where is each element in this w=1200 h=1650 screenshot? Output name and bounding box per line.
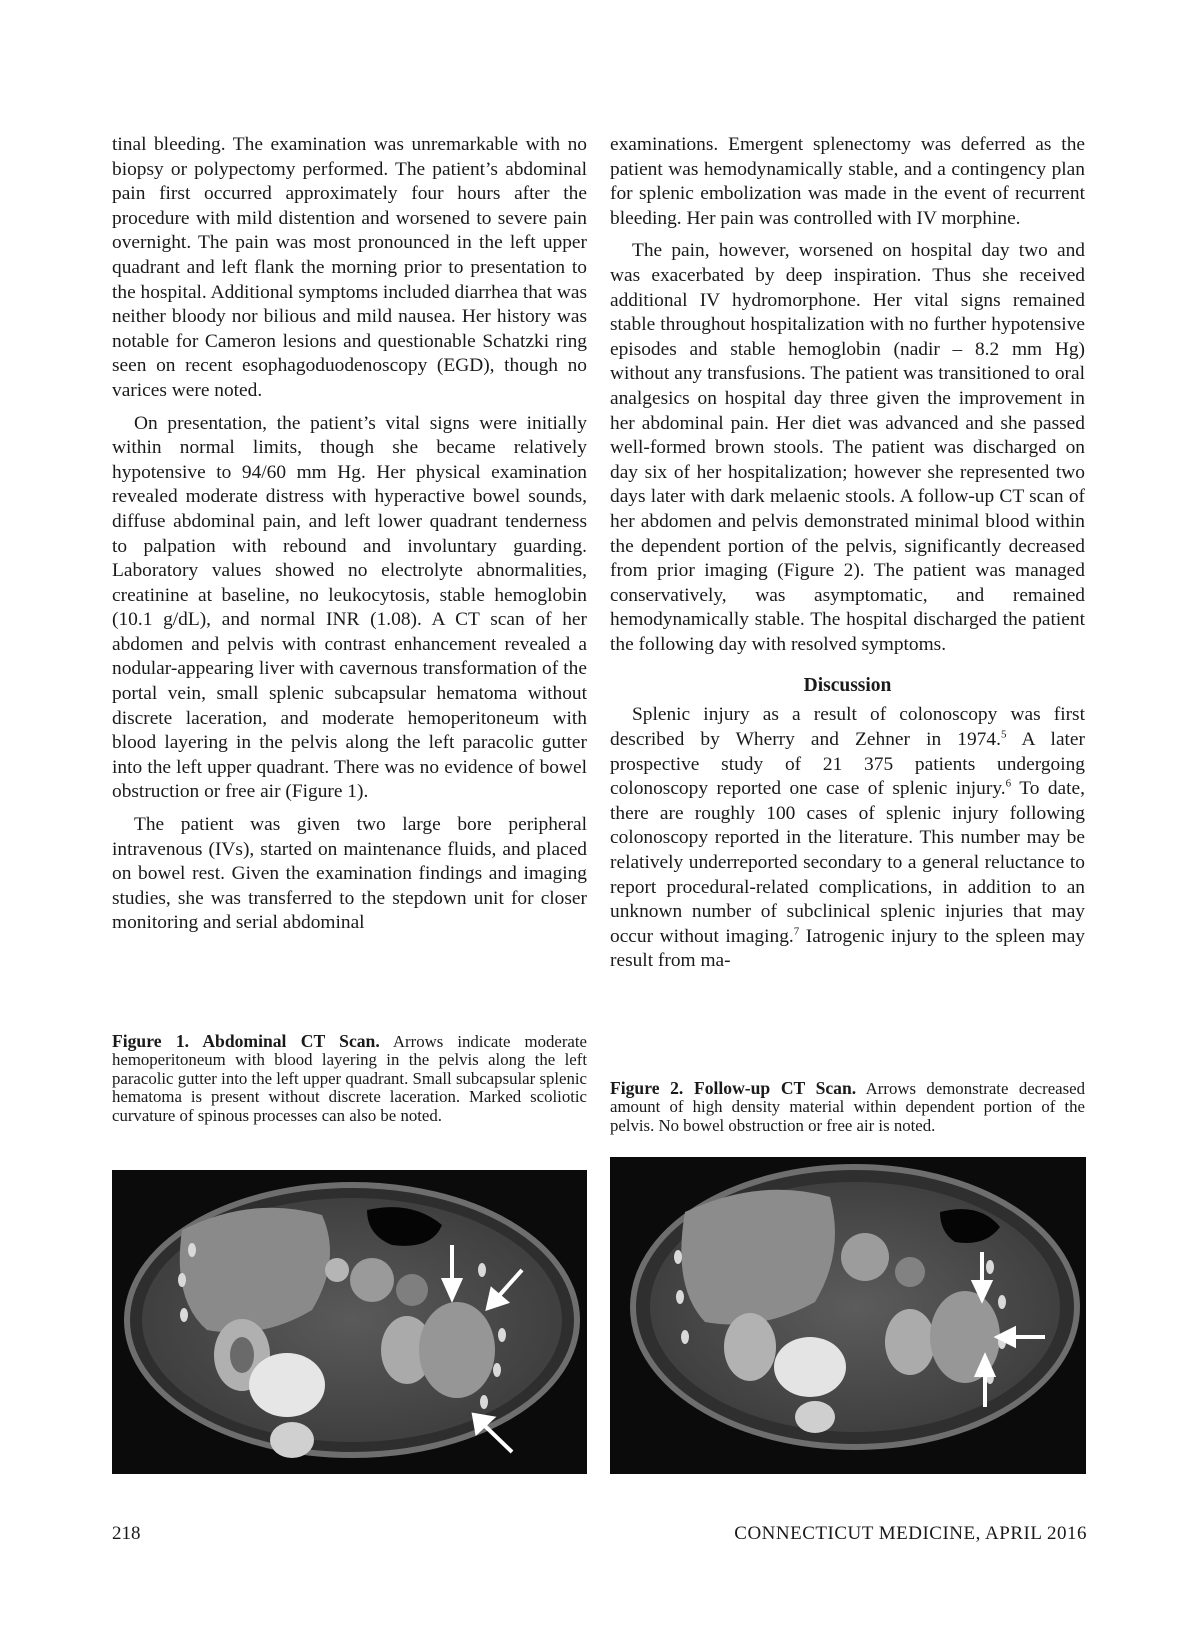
right-paragraph-1: examinations. Emergent splenectomy was deferred as the patient was hemodynamically stable, and a contingency plan for splenic embolization was made in the event of recurrent bleeding. Her pain was controlled with IV morphine. [610, 134, 1085, 229]
page-number: 218 [112, 1523, 141, 1544]
citation-6: 6 [1005, 777, 1012, 790]
right-column [610, 133, 1085, 974]
figure-1-caption: Figure 1. Abdominal CT Scan. Arrows indicate moderate hemoperitoneum with blood layering in the pelvis along the left paracolic gutter into the left upper quadrant. Small subcapsular splenic hematoma is present without discrete laceration. Marked scoliotic curvature of spinous processes can also be noted. [112, 1031, 587, 1125]
figure-2-label: Figure 2. Follow-up CT Scan. [610, 1078, 857, 1098]
journal-footer: CONNECTICUT MEDICINE, APRIL 2016 [734, 1523, 1087, 1544]
figure-1-ct-image [112, 1170, 587, 1474]
right-paragraph-2: The pain, however, worsened on hospital day two and was exacerbated by deep inspiration. Thus she received additional IV hydromorphone. Her vital signs remained stable throughout hospitalization with no further hypotensive episodes and stable hemoglobin (nadir – 8.2 mm Hg) without any transfusions. The patient was transitioned to oral analgesics on hospital day three given the improvement in her abdominal pain. Her diet was advanced and she passed well-formed brown stools. The patient was discharged on day six of her hospitalization; however she represented two days later with dark melaenic stools. A follow-up CT scan of her abdomen and pelvis demonstrated minimal blood within the dependent portion of the pelvis, significantly decreased from prior imaging (Figure 2). The patient was managed conservatively, was asymptomatic, and remained hemodynamically stable. The hospital discharged the patient the following day with resolved symptoms. [610, 240, 1085, 655]
figure-2-ct-image [610, 1157, 1086, 1474]
citation-7: 7 [793, 925, 800, 938]
citation-5: 5 [1000, 728, 1007, 741]
right-paragraph-3: Splenic injury as a result of colonoscopy was first described by Wherry and Zehner in 1974.$^5$ A later prospective study of 21 375 patients undergoing colonoscopy reported one case of splenic injury.$^6$ To date, there are roughly 100 cases of splenic injury following colonoscopy reported in the literature. This number may be relatively underreported secondary to a general reluctance to report procedural-related complications, in addition to an unknown number of subclinical splenic injuries that may occur without imaging.$^7$ Iatrogenic injury to the spleen may result from ma- [610, 704, 1086, 972]
figure-1-label: Figure 1. Abdominal CT Scan. [112, 1031, 380, 1051]
discussion-heading: Discussion [803, 675, 892, 697]
left-paragraph-2: On presentation, the patient’s vital signs were initially within normal limits, though she became relatively hypotensive to 94/60 mm Hg. Her physical examination revealed moderate distress with hyperactive bowel sounds, diffuse abdominal pain, and left lower quadrant tenderness to palpation with rebound and involuntary guarding. Laboratory values showed no electrolyte abnormalities, creatinine at baseline, no leukocytosis, stable hemoglobin (10.1 g/dL), and normal INR (1.08). A CT scan of her abdomen and pelvis with contrast enhancement revealed a nodular-appearing liver with cavernous transformation of the portal vein, small splenic subcapsular hematoma without discrete laceration, and moderate hemoperitoneum with blood layering in the pelvis along the left paracolic gutter into the left upper quadrant. There was no evidence of bowel obstruction or free air (Figure 1). [112, 412, 587, 803]
left-paragraph-3: The patient was given two large bore peripheral intravenous (IVs), started on maintenance fluids, and placed on bowel rest. Given the examination findings and imaging studies, she was transferred to the stepdown unit for closer monitoring and serial abdominal [112, 814, 587, 934]
left-paragraph-1: tinal bleeding. The examination was unremarkable with no biopsy or polypectomy performed. The patient’s abdominal pain first occurred approximately four hours after the procedure with mild distention and worsened to severe pain overnight. The pain was most pronounced in the left upper quadrant and left flank the morning prior to presentation to the hospital. Additional symptoms included diarrhea that was neither bloody nor bilious and mild nausea. Her history was notable for Cameron lesions and questionable Schatzki ring seen on recent esophagoduodenoscopy (EGD), though no varices were noted. [112, 134, 587, 401]
figure-2-caption: Figure 2. Follow-up CT Scan. Arrows demonstrate decreased amount of high density material within dependent portion of the pelvis. No bowel obstruction or free air is noted. [610, 1078, 1085, 1135]
left-column [112, 133, 587, 936]
